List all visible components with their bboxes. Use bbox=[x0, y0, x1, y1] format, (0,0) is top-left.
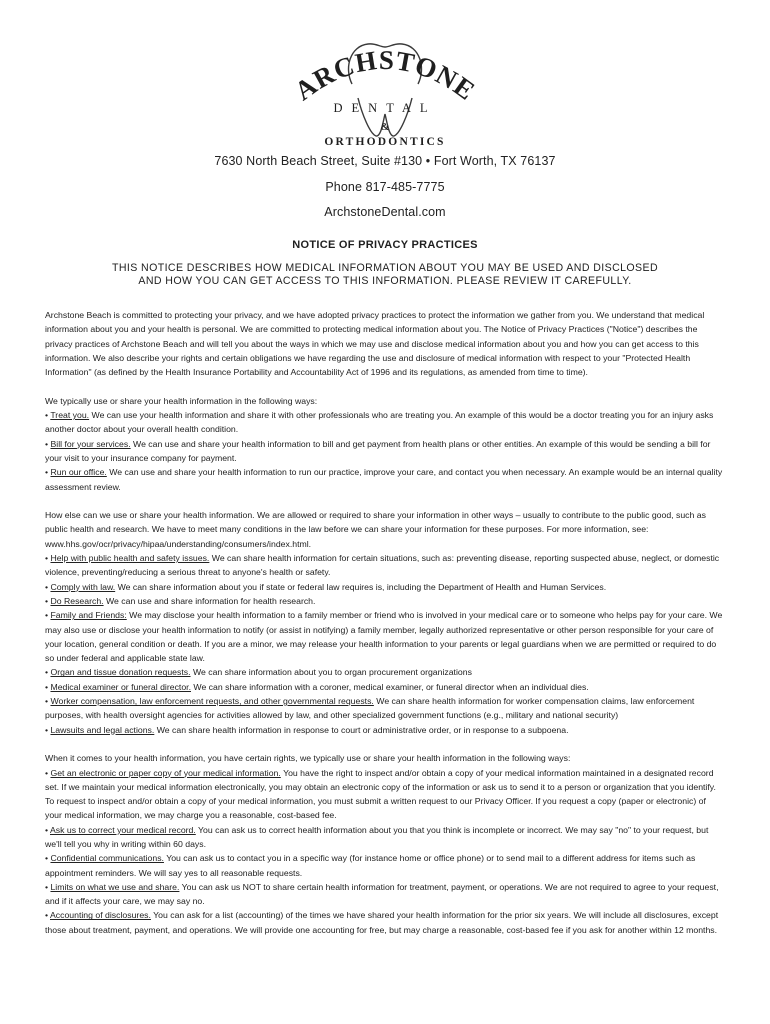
item-label: Organ and tissue donation requests. bbox=[50, 667, 191, 678]
item-text: You can ask us to correct health information about you that you think is incomplete or incorrect. We may say "no" to your request, but we'll tell you why in writing within 60 days. bbox=[45, 824, 709, 849]
item-text: We may disclose your health information to a family member or friend who is involved in your medical care or to someone who helps pay for your care. We may also use or disclose your health information to notify (or assist in notifying) a family member, legally authorized representative or other person responsible for your care of your location, general condition or death. If you are a minor, we may release your health information to your parents or legal guardians when we are permitted or required to do so under federal and applicable state law. bbox=[45, 610, 723, 664]
list-item: • Run our office. We can use and share your health information to run our practice, improve your care, and contact you when necessary. An example would be an internal quality assessment review. bbox=[45, 467, 723, 492]
section-rights-lead: When it comes to your health information, you have certain rights, we typically use or share your health information in the following ways: bbox=[45, 753, 571, 764]
item-text: We can use and share your health information to bill and get payment from health plans or other entities. An example of this would be sending a bill for your visit to your insurance company for payment. bbox=[45, 438, 711, 463]
list-item: • Confidential communications. You can ask us to contact you in a specific way (for instance home or office phone) or to send mail to a different address for items such as appointment reminders. We will say yes to all reasonable requests. bbox=[45, 853, 696, 878]
item-text: We can share health information for worker compensation claims, law enforcement purposes, with health oversight agencies for activities allowed by law, and other specialized government functions (e.g., military and national security) bbox=[45, 696, 695, 721]
section-other-lead: How else can we use or share your health information. We are allowed or required to share your information in other ways – usually to contribute to the public good, such as public health and research. We have to meet many conditions in the law before we can share your information for these purposes. For more information, see: www.hhs.gov/ocr/privacy/hipaa/understanding/consumers/index.html. bbox=[45, 510, 706, 549]
list-item: • Treat you. We can use your health information and share it with other professionals who are treating you. An example of this would be a doctor treating you for an injury asks another doctor about your overall health condition. bbox=[45, 410, 714, 435]
list-item: • Do Research. We can use and share information for health research. bbox=[45, 595, 316, 606]
item-text: We can share information about you to organ procurement organizations bbox=[190, 667, 472, 678]
list-item: • Get an electronic or paper copy of your medical information. You have the right to inspect and/or obtain a copy of your medical information maintained in a designated record set. If we maintain your medical information electronically, you may obtain an electronic copy of the information or ask us to send it to a person or organization that you identify. To request to inspect and/or obtain a copy of your medical information, you must submit a written request to our Privacy Officer. If you request a copy (paper or electronic) of your medical information, we may charge you a reasonable, cost-based fee. bbox=[45, 767, 716, 821]
item-label: Worker compensation, law enforcement requests, and other governmental requests. bbox=[50, 696, 374, 707]
notice-body bbox=[45, 308, 725, 951]
list-item: • Worker compensation, law enforcement requests, and other governmental requests. We can share health information for worker compensation claims, law enforcement purposes, with health oversight agencies for activities allowed by law, and other specialized government functions (e.g., military and national security) bbox=[45, 696, 695, 721]
logo-orthodontics: ORTHODONTICS bbox=[324, 136, 446, 148]
item-text: We can share health information in response to court or administrative order, or in response to a subpoena. bbox=[154, 724, 569, 735]
notice-subtitle bbox=[60, 262, 710, 288]
intro-paragraph: Archstone Beach is committed to protecting your privacy, and we have adopted privacy practices to protect the information we gather from you. We understand that medical information about you and your health is personal. We are committed to protecting medical information about you. The Notice of Privacy Practices ("Notice") describes the privacy practices of Archstone Beach and will tell you about the ways in which we may use and disclose medical information about you and how you can get access to this information. We also describe your rights and certain obligations we have regarding the use and disclosure of medical information with respect to your "Protected Health Information" (as defined by the Health Insurance Portability and Accountability Act of 1996 and its regulations, as amended from time to time). bbox=[45, 310, 705, 378]
item-label: Limits on what we use and share. bbox=[50, 881, 180, 892]
item-label: Get an electronic or paper copy of your medical information. bbox=[50, 767, 281, 778]
list-item: • Accounting of disclosures. You can ask for a list (accounting) of the times we have shared your health information for the prior six years. We will include all disclosures, except those about treatment, payment, and operations. We will provide one accounting for free, but may charge a reasonable, cost-based fee if you ask for another within 12 months. bbox=[45, 910, 719, 935]
list-item: • Limits on what we use and share. You can ask us NOT to share certain health information for treatment, payment, or operations. We are not required to agree to your request, and if it affects your care, we may say no. bbox=[45, 881, 719, 907]
list-item: • Medical examiner or funeral director. We can share information with a coroner, medical examiner, or funeral director when an individual dies. bbox=[45, 681, 589, 692]
item-label: Family and Friends: bbox=[50, 610, 127, 621]
item-text: You can ask us NOT to share certain health information for treatment, payment, or operations. We are not required to agree to your request, and if it affects your care, we may say no. bbox=[45, 881, 719, 907]
item-label: Help with public health and safety issues. bbox=[50, 553, 210, 564]
logo-ampersand: & bbox=[380, 122, 390, 133]
item-text: You can ask for a list (accounting) of the times we have shared your health information for the prior six years. We will include all disclosures, except those about treatment, payment, and operations. We will provide one accounting for free, but may charge a reasonable, cost-based fee if you ask for another within 12 months. bbox=[45, 910, 719, 935]
item-label: Accounting of disclosures. bbox=[49, 910, 151, 921]
section-other bbox=[45, 508, 725, 737]
archstone-logo bbox=[0, 38, 770, 150]
list-item: • Comply with law. We can share information about you if state or federal law requires is, including the Department of Health and Human Services. bbox=[45, 581, 607, 592]
item-label: Ask us to correct your medical record. bbox=[49, 824, 196, 835]
item-label: Medical examiner or funeral director. bbox=[50, 681, 191, 692]
subtitle-line-2: AND HOW YOU CAN GET ACCESS TO THIS INFORMATION. PLEASE REVIEW IT CAREFULLY. bbox=[138, 275, 632, 287]
address: 7630 North Beach Street, Suite #130 • Fort Worth, TX 76137 bbox=[214, 154, 556, 168]
list-item: • Organ and tissue donation requests. We can share information about you to organ procurement organizations bbox=[45, 667, 472, 678]
brand-arc-text bbox=[289, 45, 481, 106]
page-title: NOTICE OF PRIVACY PRACTICES bbox=[292, 239, 478, 251]
item-label: Comply with law. bbox=[50, 581, 116, 592]
item-label: Do Research. bbox=[50, 595, 104, 606]
item-label: Lawsuits and legal actions. bbox=[50, 724, 155, 735]
item-text: You have the right to inspect and/or obtain a copy of your medical information maintained in a designated record set. If we maintain your medical information electronically, you may obtain an electronic copy of the information or ask us to send it to a person or organization that you identify. To request to inspect and/or obtain a copy of your medical information, you must submit a written request to our Privacy Officer. If you request a copy (paper or electronic) of your medical information, we may charge you a reasonable, cost-based fee. bbox=[45, 767, 716, 821]
list-item: • Help with public health and safety issues. We can share health information for certain situations, such as: preventing disease, reporting suspected abuse, neglect, or domestic violence, preventing/reducing a serious threat to anyone's health or safety. bbox=[45, 553, 720, 578]
list-item: • Family and Friends: We may disclose your health information to a family member or friend who is involved in your medical care or to someone who helps pay for your care. We may also use or disclose your health information to notify (or assist in notifying) a family member, legally authorized representative or other person responsible for your care of your location, general condition or death. If you are a minor, we may release your health information to your parents or legal guardians when we are permitted or required to do so under federal and applicable state law. bbox=[45, 610, 723, 664]
item-label: Run our office. bbox=[50, 467, 107, 478]
item-text: You can ask us to contact you in a specific way (for instance home or office phone) or to send mail to a different address for items such as appointment reminders. We will say yes to all reasonable requests. bbox=[45, 853, 696, 878]
item-text: We can use and share your health information to run our practice, improve your care, and contact you when necessary. An example would be an internal quality assessment review. bbox=[45, 467, 723, 492]
item-label: Confidential communications. bbox=[50, 853, 164, 864]
item-label: Bill for your services. bbox=[50, 438, 131, 449]
logo-dental: DENTAL bbox=[333, 101, 437, 115]
list-item: • Lawsuits and legal actions. We can share health information in response to court or administrative order, or in response to a subpoena. bbox=[45, 724, 569, 735]
list-item: • Bill for your services. We can use and share your health information to bill and get payment from health plans or other entities. An example of this would be sending a bill for your visit to your insurance company for payment. bbox=[45, 438, 711, 463]
item-text: We can share information about you if state or federal law requires is, including the Department of Health and Human Services. bbox=[115, 581, 607, 592]
section-use-lead: We typically use or share your health information in the following ways: bbox=[45, 395, 318, 406]
section-rights bbox=[45, 751, 725, 937]
item-label: Treat you. bbox=[50, 410, 90, 421]
subtitle-line-1: THIS NOTICE DESCRIBES HOW MEDICAL INFORMATION ABOUT YOU MAY BE USED AND DISCLOSED bbox=[111, 262, 659, 274]
item-text: We can share information with a coroner, medical examiner, or funeral director when an individual dies. bbox=[190, 681, 589, 692]
item-text: We can use your health information and share it with other professionals who are treating you. An example of this would be a doctor treating you for an injury asks another doctor about your overall health condition. bbox=[45, 410, 714, 435]
list-item: • Ask us to correct your medical record. You can ask us to correct health information about you that you think is incomplete or incorrect. We may say "no" to your request, but we'll tell you why in writing within 60 days. bbox=[45, 824, 709, 849]
phone: Phone 817-485-7775 bbox=[325, 180, 445, 194]
item-text: We can share health information for certain situations, such as: preventing disease, reporting suspected abuse, neglect, or domestic violence, preventing/reducing a serious threat to anyone's health or safety. bbox=[45, 553, 720, 578]
item-text: We can use and share information for health research. bbox=[103, 595, 316, 606]
brand-arc: ARCHSTONE bbox=[289, 44, 482, 107]
website: ArchstoneDental.com bbox=[324, 205, 446, 219]
section-use bbox=[45, 394, 725, 494]
